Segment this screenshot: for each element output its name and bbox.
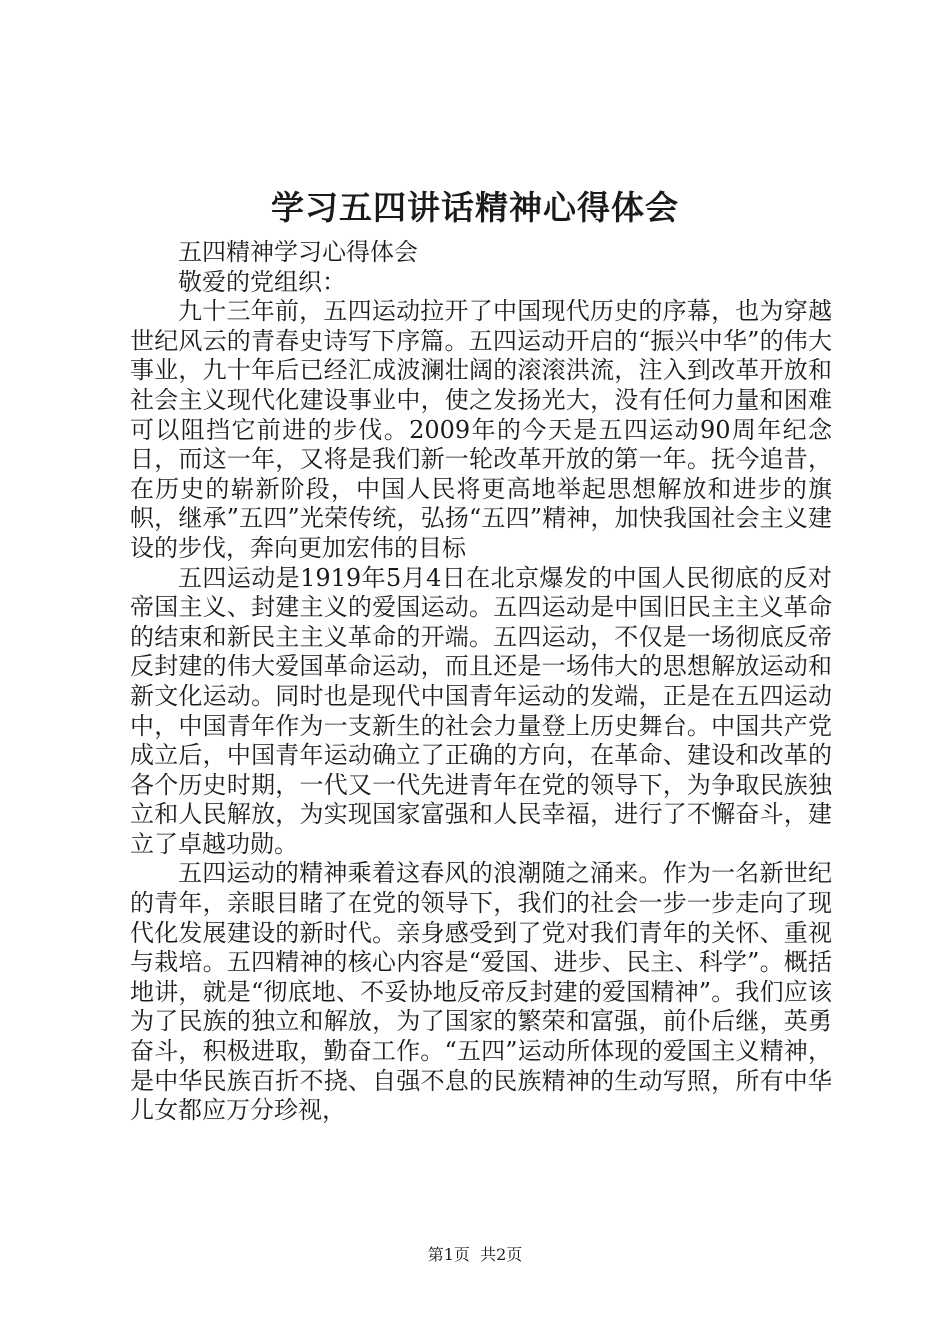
page-footer xyxy=(0,1245,950,1265)
document-title: 学习五四讲话精神心得体会 xyxy=(271,188,679,227)
paragraph-3: 五四运动的精神乘着这春风的浪潮随之涌来。作为一名新世纪的青年，亲眼目睹了在党的领导下，我们的社会一步一步走向了现代化发展建设的新时代。亲身感受到了党对我们青年的关怀、重视与栽培。五四精神的核心内容是“爱国、进步、民主、科学”。概括地讲，就是“彻底地、不妥协地反帝反封建的爱国精神”。我们应该为了民族的独立和解放，为了国家的繁荣和富强，前仆后继，英勇奋斗，积极进取，勤奋工作。“五四”运动所体现的爱国主义精神，是中华民族百折不挠、自强不息的民族精神的生动写照，所有中华儿女都应万分珍视， xyxy=(130,859,832,1125)
paragraph-1: 九十三年前，五四运动拉开了中国现代历史的序幕，也为穿越世纪风云的青春史诗写下序篇。五四运动开启的“振兴中华”的伟大事业，九十年后已经汇成波澜壮阔的滚滚洪流，注入到改革开放和社会主义现代化建设事业中，使之发扬光大，没有任何力量和困难可以阻挡它前进的步伐。2009年的今天是五四运动90周年纪念日，而这一年，又将是我们新一轮改革开放的第一年。抚今追昔，在历史的崭新阶段，中国人民将更高地举起思想解放和进步的旗帜，继承”五四”光荣传统，弘扬“五四”精神，加快我国社会主义建设的步伐，奔向更加宏伟的目标 xyxy=(130,297,832,562)
salutation-line: 敬爱的党组织： xyxy=(178,267,346,296)
subtitle-line: 五四精神学习心得体会 xyxy=(178,238,418,266)
paragraph-2: 五四运动是1919年5月4日在北京爆发的中国人民彻底的反对帝国主义、封建主义的爱国运动。五四运动是中国旧民主主义革命的结束和新民主主义革命的开端。五四运动，不仅是一场彻底反帝反封建的伟大爱国革命运动，而且还是一场伟大的思想解放运动和新文化运动。同时也是现代中国青年运动的发端，正是在五四运动中，中国青年作为一支新生的社会力量登上历史舞台。中国共产党成立后，中国青年运动确立了正确的方向，在革命、建设和改革的各个历史时期，一代又一代先进青年在党的领导下，为争取民族独立和人民解放，为实现国家富强和人民幸福，进行了不懈奋斗，建立了卓越功勋。 xyxy=(130,563,832,858)
page-number-total: 共2页 xyxy=(480,1245,523,1264)
page-number-current: 第1页 xyxy=(427,1245,470,1264)
document-body xyxy=(130,238,832,1126)
